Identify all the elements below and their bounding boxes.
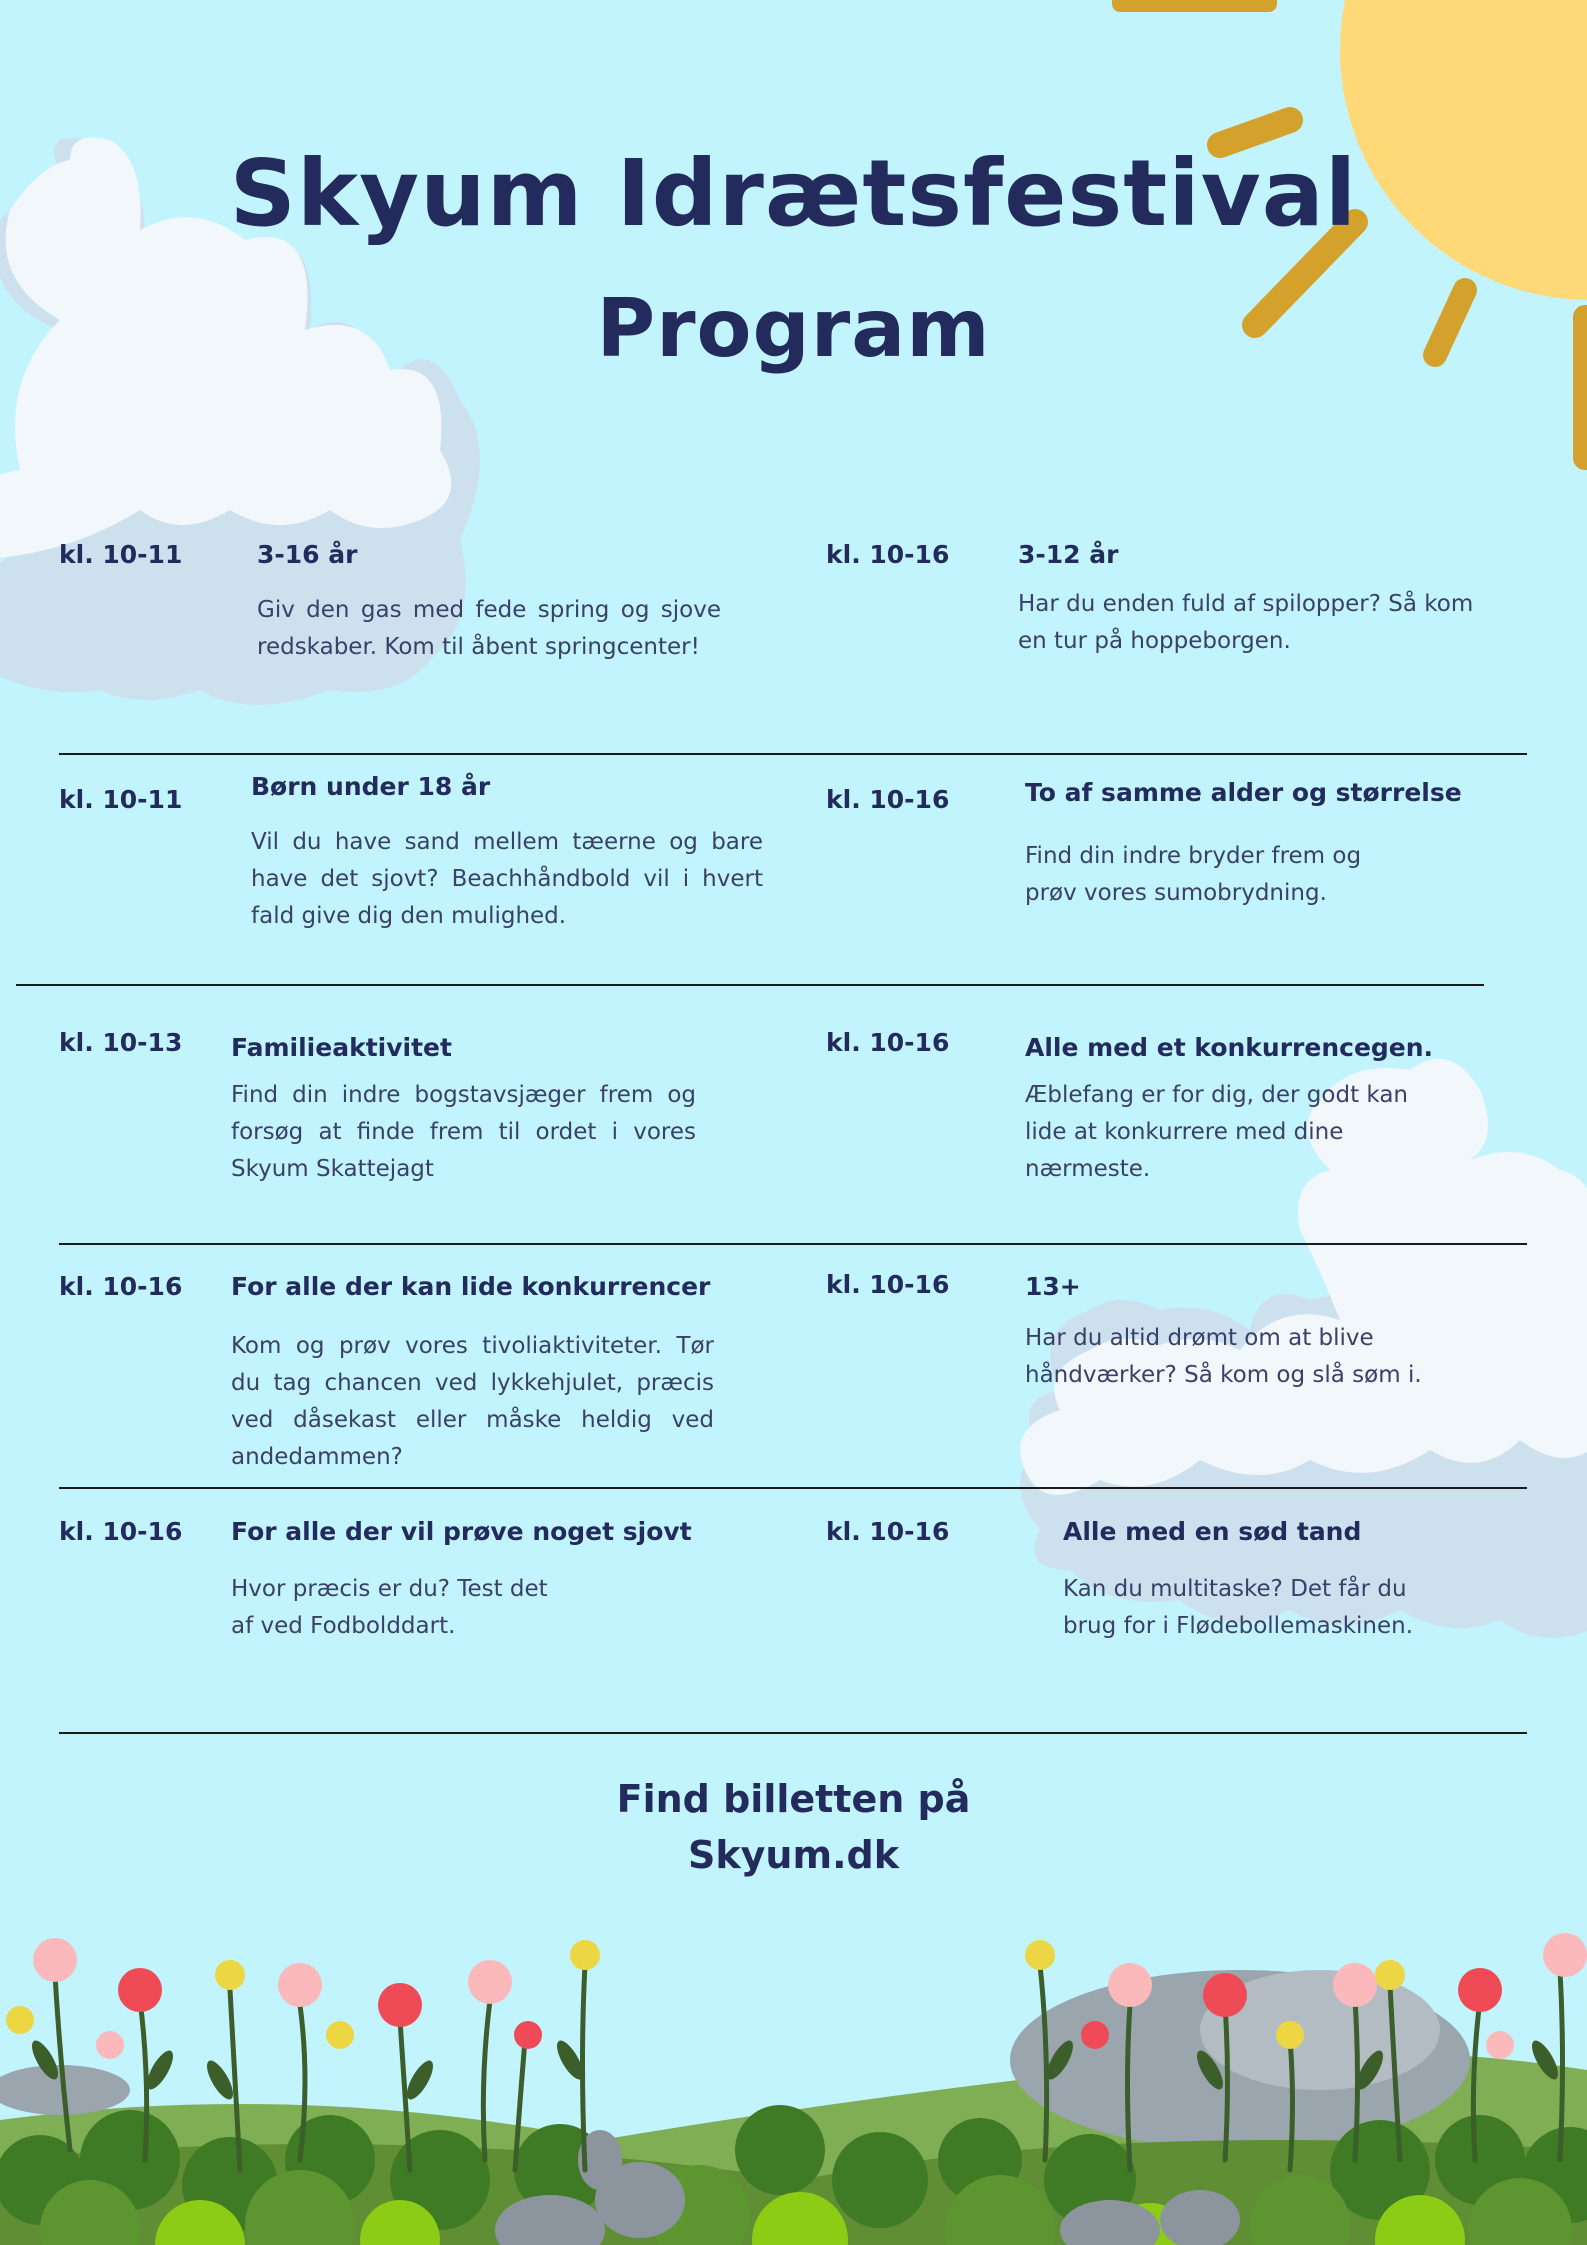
program-heading: For alle der vil prøve noget sjovt [231, 1517, 692, 1546]
program-time: kl. 10-16 [826, 1028, 950, 1057]
program-time: kl. 10-16 [826, 540, 950, 569]
program-time: kl. 10-16 [826, 1270, 950, 1299]
program-time: kl. 10-16 [59, 1517, 183, 1546]
program-description: Har du enden fuld af spilopper? Så kom en tur på hoppeborgen. [1018, 591, 1474, 654]
program-heading: For alle der kan lide konkurrencer [231, 1272, 711, 1301]
divider [59, 1487, 1527, 1489]
program-heading: 13+ [1025, 1272, 1081, 1301]
program-description: Giv den gas med fede spring og sjove redskaber. Kom til åbent springcenter! [257, 597, 721, 660]
program-description: Find din indre bryder frem og prøv vores sumobrydning. [1025, 843, 1362, 906]
program-description: Vil du have sand mellem tæerne og bare have det sjovt? Beachhåndbold vil i hvert fald give dig den mulighed. [251, 829, 763, 929]
program-time: kl. 10-16 [826, 1517, 950, 1546]
program-time: kl. 10-11 [59, 785, 183, 814]
program-heading: Familieaktivitet [231, 1033, 452, 1062]
program-heading: 3-12 år [1018, 540, 1119, 569]
program-time: kl. 10-16 [826, 785, 950, 814]
ticket-call-to-action: Find billetten på [616, 1777, 971, 1821]
program-description: Hvor præcis er du? Test det af ved Fodbolddart. [231, 1576, 548, 1639]
page-title: Skyum Idrætsfestival [229, 140, 1358, 247]
flower-meadow-illustration [0, 1933, 1587, 2245]
program-description: Find din indre bogstavsjæger frem og forsøg at finde frem til ordet i vores Skyum Skattejagt [231, 1082, 696, 1182]
program-time: kl. 10-13 [59, 1028, 183, 1057]
divider [59, 1243, 1527, 1245]
program-description: Kom og prøv vores tivoliaktiviteter. Tør du tag chancen ved lykkehjulet, præcis ved dåsekast eller måske heldig ved andedammen? [231, 1333, 714, 1470]
program-heading: To af samme alder og størrelse [1025, 778, 1462, 807]
program-heading: Børn under 18 år [251, 772, 491, 801]
divider [59, 1732, 1527, 1734]
program-heading: 3-16 år [257, 540, 358, 569]
program-heading: Alle med et konkurrencegen. [1025, 1033, 1434, 1062]
website-link[interactable]: Skyum.dk [688, 1833, 899, 1877]
program-description: Æblefang er for dig, der godt kan lide at konkurrere med dine nærmeste. [1025, 1082, 1408, 1182]
page-subtitle: Program [596, 282, 991, 375]
program-time: kl. 10-11 [59, 540, 183, 569]
program-heading: Alle med en sød tand [1063, 1517, 1362, 1546]
divider [59, 753, 1527, 755]
program-description: Kan du multitaske? Det får du brug for i Flødebollemaskinen. [1063, 1576, 1414, 1639]
divider [16, 984, 1484, 986]
program-description: Har du altid drømt om at blive håndværker? Så kom og slå søm i. [1025, 1325, 1422, 1388]
program-time: kl. 10-16 [59, 1272, 183, 1301]
